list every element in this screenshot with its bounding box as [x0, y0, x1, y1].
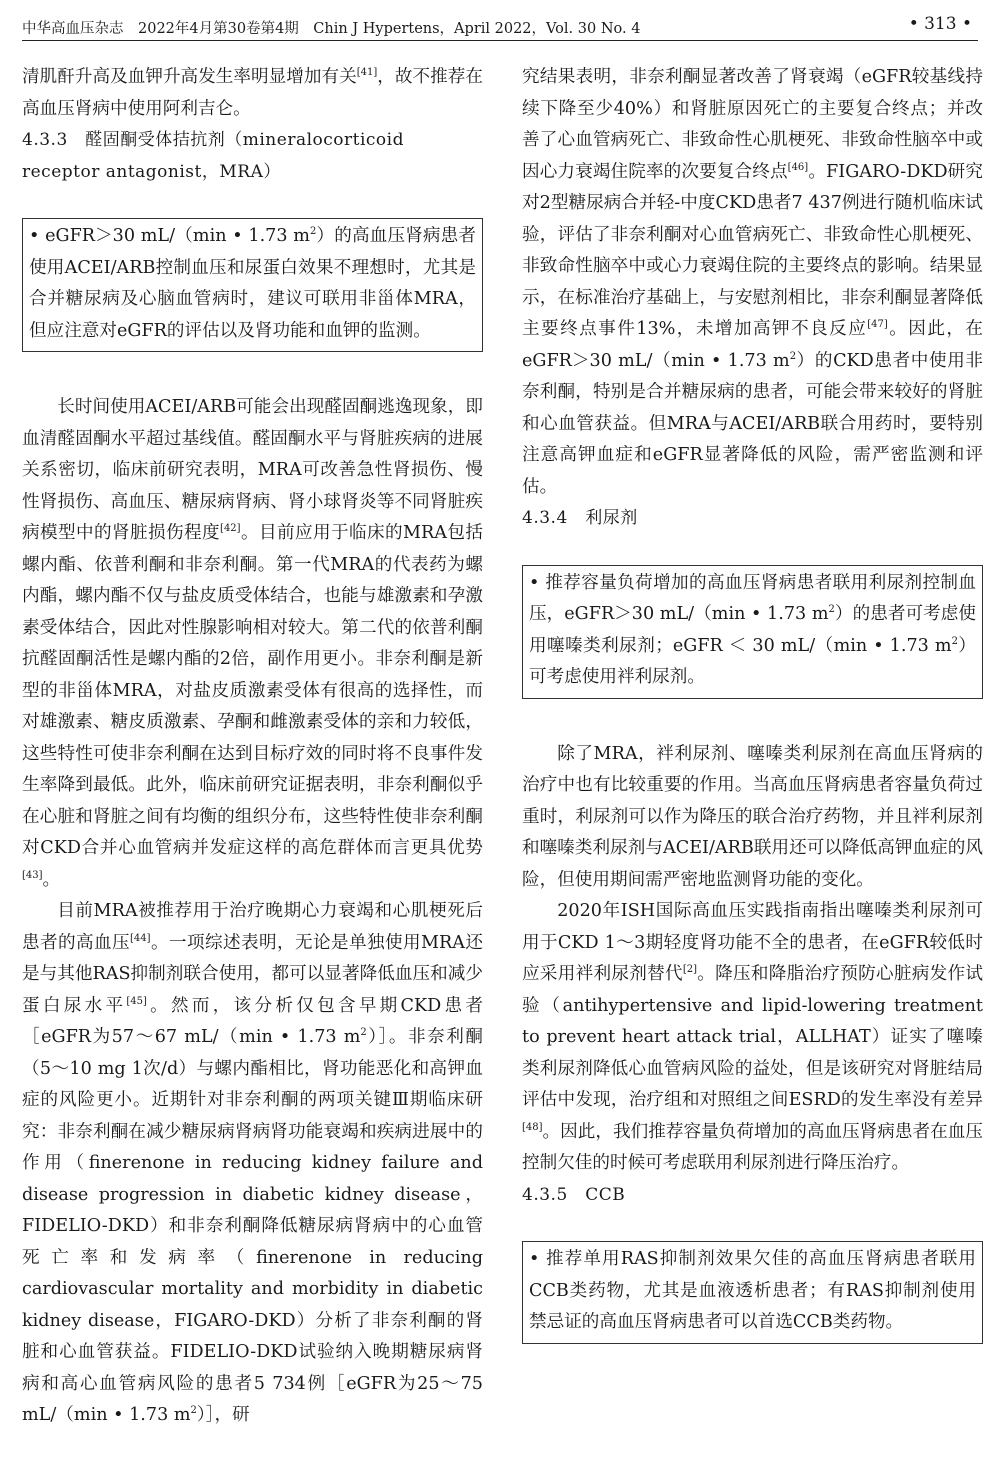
recommendation-box-diuretics: • 推荐容量负荷增加的高血压肾病患者联用利尿剂控制血压，eGFR＞30 mL/（min • 1.73 $m^2$）的患者可考虑使用噻嗪类利尿剂；eGFR ＜ 30 mL/（min • 1.73 $m^2$）可考虑使用袢利尿剂。	[522, 565, 983, 699]
running-header	[22, 14, 978, 41]
recommendation-box-ccb: • 推荐单用RAS抑制剂效果欠佳的高血压肾病患者联用CCB类药物，尤其是血液透析患者；有RAS抑制剂使用禁忌证的高血压肾病患者可以首选CCB类药物。	[522, 1241, 983, 1344]
section-heading-4-3-5: 4.3.5 CCB	[522, 1184, 626, 1205]
citation[interactable]: [44]	[130, 932, 151, 944]
left-column	[22, 62, 483, 1432]
citation[interactable]: [42]	[220, 523, 241, 535]
paragraph-continued: 究结果表明，非奈利酮显著改善了肾衰竭（eGFR较基线持续下降至少40%）和肾脏原因死亡的主要复合终点；并改善了心血管病死亡、非致命性心肌梗死、非致命性脑卒中或因心力衰竭住院率的次要复合终点[46]。FIGARO-DKD研究对2型糖尿病合并轻-中度CKD患者7 437例进行随机临床试验，评估了非奈利酮对心血管病死亡、非致命性心肌梗死、非致命性脑卒中或心力衰竭住院的主要终点的影响。结果显示，在标准治疗基础上，与安慰剂相比，非奈利酮显著降低主要终点事件13%，未增加高钾不良反应[47]。因此，在eGFR＞30 mL/（min • 1.73 $m^2$）的CKD患者中使用非奈利酮，特别是合并糖尿病的患者，可能会带来较好的肾脏和心血管获益。但MRA与ACEI/ARB联合用药时，要特别注意高钾血症和eGFR显著降低的风险，需严密监测和评估。	[522, 67, 983, 497]
paragraph: 长时间使用ACEI/ARB可能会出现醛固酮逃逸现象，即血清醛固酮水平超过基线值。醛固酮水平与肾脏疾病的进展关系密切，临床前研究表明，MRA可改善急性肾损伤、慢性肾损伤、高血压、糖尿病肾病、肾小球肾炎等不同肾脏疾病模型中的肾脏损伤程度[42]。目前应用于临床的MRA包括螺内酯、依普利酮和非奈利酮。第一代MRA的代表药为螺内酯，螺内酯不仅与盐皮质受体结合，也能与雄激素和孕激素受体结合，因此对性腺影响相对较大。第二代的依普利酮抗醛固酮活性是螺内酯的2倍，副作用更小。非奈利酮是新型的非甾体MRA，对盐皮质激素受体有很高的选择性，而对雄激素、糖皮质激素、孕酮和雌激素受体的亲和力较低，这些特性可使非奈利酮在达到目标疗效的同时将不良事件发生率降到最低。此外，临床前研究证据表明，非奈利酮似乎在心脏和肾脏之间有均衡的组织分布，这些特性使非奈利酮对CKD合并心血管病并发症这样的高危群体而言更具优势[43]。	[22, 397, 483, 890]
citation[interactable]: [45]	[126, 995, 147, 1007]
page-number: • 313 •	[908, 14, 972, 34]
section-heading-4-3-4: 4.3.4 利尿剂	[522, 508, 638, 528]
citation[interactable]: [43]	[22, 869, 43, 881]
recommendation-box-mra: • eGFR＞30 mL/（min • 1.73 $m^2$）的高血压肾病患者使用ACEI/ARB控制血压和尿蛋白效果不理想时，尤其是合并糖尿病及心脑血管病时，建议可联用非甾体MRA，但应注意对eGFR的评估以及肾功能和血钾的监测。	[22, 218, 483, 352]
citation[interactable]: [2]	[682, 964, 698, 976]
paragraph-continued: 清肌酐升高及血钾升高发生率明显增加有关[41]，故不推荐在高血压肾病中使用阿利吉仑。	[22, 67, 483, 119]
section-heading-4-3-3: 4.3.3 醛固酮受体拮抗剂（mineralocorticoid receptor antagonist，MRA）	[22, 130, 404, 182]
citation[interactable]: [47]	[867, 319, 888, 331]
citation[interactable]: [46]	[787, 161, 809, 173]
paragraph: 目前MRA被推荐用于治疗晚期心力衰竭和心肌梗死后患者的高血压[44]。一项综述表明，无论是单独使用MRA还是与其他RAS抑制剂联合使用，都可以显著降低血压和减少蛋白尿水平[45]。然而，该分析仅包含早期CKD患者［eGFR为57～67 mL/（min • 1.73 $m^2)]$。非奈利酮（5～10 mg 1次/d）与螺内酯相比，肾功能恶化和高钾血症的风险更小。近期针对非奈利酮的两项关键Ⅲ期临床研究：非奈利酮在减少糖尿病肾病肾功能衰竭和疾病进展中的作用（finerenone in reducing kidney failure and disease progression in diabetic kidney disease，FIDELIO-DKD）和非奈利酮降低糖尿病肾病中的心血管死亡率和发病率（finerenone in reducing cardiovascular mortality and morbidity in diabetic kidney disease，FIGARO-DKD）分析了非奈利酮的肾脏和心血管获益。FIDELIO-DKD试验纳入晚期糖尿病肾病和高心血管病风险的患者5 734例［eGFR为25～75 mL/（min • 1.73 $m^2)]$，研	[22, 901, 483, 1425]
paragraph: 2020年ISH国际高血压实践指南指出噻嗪类利尿剂可用于CKD 1～3期轻度肾功能不全的患者，在eGFR较低时应采用袢利尿剂替代[2]。降压和降脂治疗预防心脏病发作试验（antihypertensive and lipid-lowering treatment to prevent heart attack trial，ALLHAT）证实了噻嗪类利尿剂降低心血管病风险的益处，但是该研究对肾脏结局评估中发现，治疗组和对照组之间ESRD的发生率没有差异[48]。因此，我们推荐容量负荷增加的高血压肾病患者在血压控制欠佳的时候可考虑联用利尿剂进行降压治疗。	[522, 901, 983, 1173]
journal-citation: 中华高血压杂志 2022年4月第30卷第4期 Chin J Hypertens，April 2022，Vol. 30 No. 4	[22, 21, 641, 37]
paragraph: 除了MRA，袢利尿剂、噻嗪类利尿剂在高血压肾病的治疗中也有比较重要的作用。当高血压肾病患者容量负荷过重时，利尿剂可以作为降压的联合治疗药物，并且袢利尿剂和噻嗪类利尿剂与ACEI/ARB联用还可以降低高钾血症的风险，但使用期间需严密地监测肾功能的变化。	[522, 743, 983, 890]
citation[interactable]: [41]	[356, 67, 378, 79]
right-column	[522, 62, 983, 1344]
citation[interactable]: [48]	[522, 1121, 543, 1133]
